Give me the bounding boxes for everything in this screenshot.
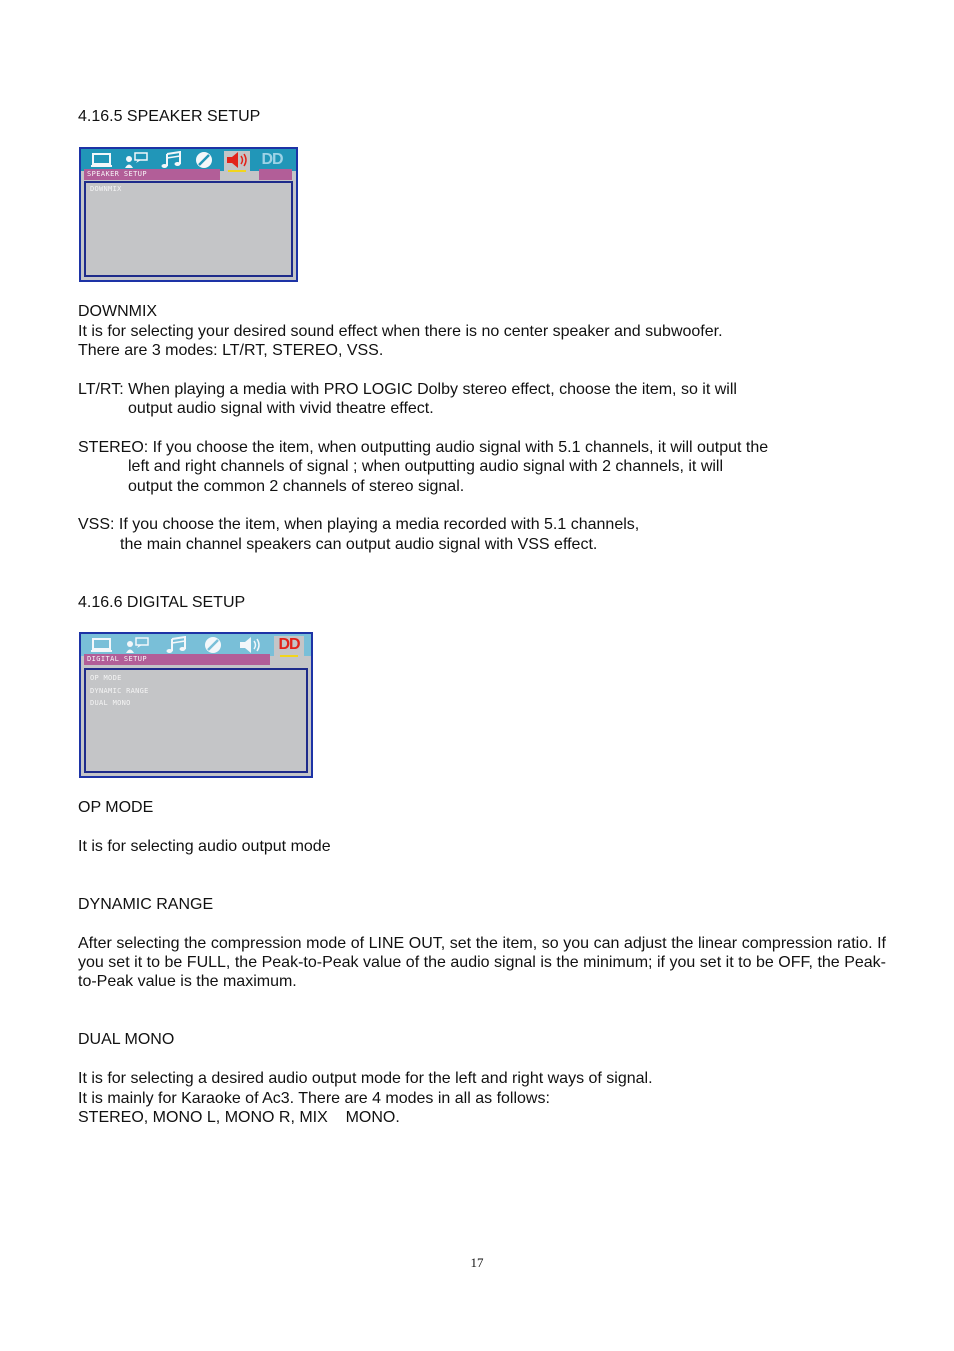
- vss-desc-2: the main channel speakers can output audio signal with VSS effect.: [120, 536, 598, 553]
- menu-tab-bar: [81, 149, 296, 171]
- music-note-icon: [158, 151, 184, 169]
- menu-item-dynamic-range: DYNAMIC RANGE: [90, 687, 149, 695]
- monitor-icon: [89, 636, 115, 654]
- menu-tab-bar: [81, 634, 311, 656]
- menu-item-dual-mono: DUAL MONO: [90, 699, 131, 707]
- downmix-desc-1: It is for selecting your desired sound effect when there is no center speaker and subwoofer.: [78, 323, 723, 340]
- ltrt-desc-2: output audio signal with vivid theatre effect.: [128, 400, 434, 417]
- monitor-icon: [89, 151, 115, 169]
- section-heading-digital-setup: 4.16.6 DIGITAL SETUP: [78, 594, 246, 611]
- dual-mono-desc-2: It is mainly for Karaoke of Ac3. There are 4 modes in all as follows:: [78, 1090, 550, 1107]
- speaker-icon: [224, 151, 250, 171]
- disc-icon: [200, 636, 226, 654]
- dual-mono-desc-3: STEREO, MONO L, MONO R, MIX MONO.: [78, 1109, 400, 1126]
- selection-underline: [228, 170, 246, 172]
- speech-icon: [124, 636, 150, 654]
- menu-header-bar: SPEAKER SETUP: [84, 169, 220, 180]
- speech-icon: [123, 151, 149, 169]
- dual-mono-desc-1: It is for selecting a desired audio output mode for the left and right ways of signal.: [78, 1070, 653, 1087]
- dynamic-range-title: DYNAMIC RANGE: [78, 896, 214, 913]
- stereo-desc-1: STEREO: If you choose the item, when outputting audio signal with 5.1 channels, it will output the: [78, 439, 769, 456]
- downmix-desc-2: There are 3 modes: LT/RT, STEREO, VSS.: [78, 342, 384, 359]
- speaker-icon: [237, 636, 263, 654]
- digital-setup-menu-screenshot: [79, 632, 313, 778]
- dolby-digital-icon: [274, 636, 304, 656]
- section-heading-speaker-setup: 4.16.5 SPEAKER SETUP: [78, 108, 261, 125]
- ltrt-desc-1: LT/RT: When playing a media with PRO LOGIC Dolby stereo effect, choose the item, so it will: [78, 381, 737, 398]
- menu-header-bar: DIGITAL SETUP: [84, 654, 270, 665]
- op-mode-desc: It is for selecting audio output mode: [78, 838, 331, 855]
- op-mode-title: OP MODE: [78, 799, 154, 816]
- dolby-digital-icon: DD: [261, 151, 283, 168]
- dolby-digital-label: DD: [278, 636, 300, 653]
- speaker-setup-menu-screenshot: [79, 147, 298, 282]
- page-number: 17: [470, 1255, 484, 1270]
- menu-item-op-mode: OP MODE: [90, 674, 122, 682]
- stereo-desc-2: left and right channels of signal ; when outputting audio signal with 2 channels, it will: [128, 458, 724, 475]
- vss-desc-1: VSS: If you choose the item, when playing a media recorded with 5.1 channels,: [78, 516, 640, 533]
- dynamic-range-desc: After selecting the compression mode of LINE OUT, set the item, so you can adjust the linear compression ratio. If you set it to be FULL, the Peak-to-Peak value of the audio signal is the minimum; if you set it to be OFF, the Peak-to-Peak value is the maximum.: [78, 935, 886, 990]
- dual-mono-title: DUAL MONO: [78, 1031, 175, 1048]
- menu-item-downmix: DOWNMIX: [90, 185, 122, 193]
- selection-underline: [280, 655, 298, 657]
- menu-panel: [84, 181, 293, 277]
- stereo-desc-3: output the common 2 channels of stereo signal.: [128, 478, 465, 495]
- menu-panel: [84, 668, 308, 773]
- disc-icon: [191, 151, 217, 169]
- downmix-title: DOWNMIX: [78, 303, 158, 320]
- music-note-icon: [163, 636, 189, 654]
- menu-header-bar-right: [259, 169, 292, 180]
